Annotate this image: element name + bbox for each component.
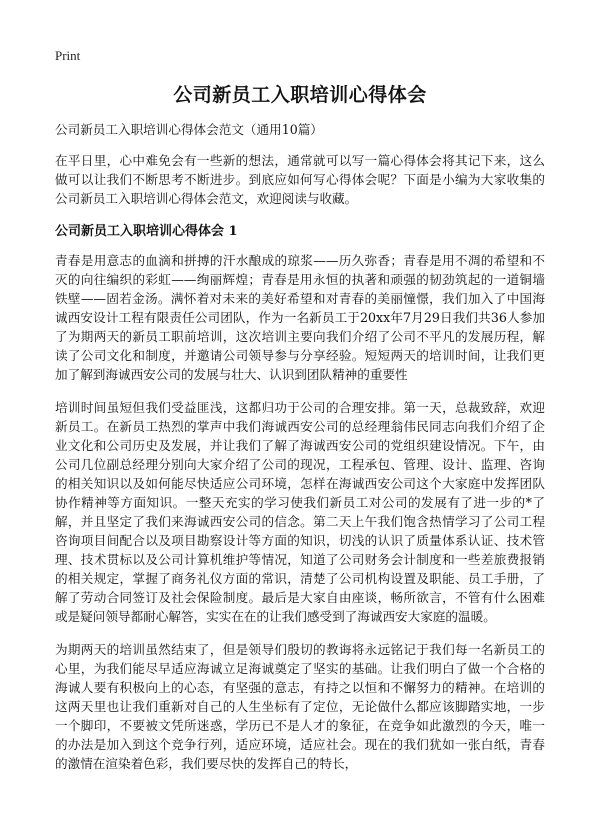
intro-paragraph: 在平日里，心中难免会有一些新的想法，通常就可以写一篇心得体会将其记下来，这么做可以让我们不断思考不断进步。到底应如何写心得体会呢？下面是小编为大家收集的公司新员工入职培训心得体会范文，欢迎阅读与收藏。 xyxy=(55,153,545,206)
print-link[interactable]: Print xyxy=(55,48,81,63)
document-subtitle: 公司新员工入职培训心得体会范文（通用10篇） xyxy=(55,122,323,137)
body-paragraph: 培训时间虽短但我们受益匪浅，这都归功于公司的合理安排。第一天，总裁致辞，欢迎新员工。在新员工热烈的掌声中我们海诚西安公司的总经理翁伟民同志向我们介绍了企业文化和公司历史及发展，并让我们了解了海诚西安公司的党组织建设情况。下午，由公司几位副总经理分别向大家介绍了公司的现况，工程承包、管理、设计、监理、咨询的相关知识以及如何能尽快适应公司环境，怎样在海诚西安公司这个大家庭中发挥团队协作精神等方面知识。一整天充实的学习使我们新员工对公司的发展有了进一步的*了解，并且坚定了我们来海诚西安公司的信念。第二天上午我们饱含热情学习了公司工程咨询项目间配合以及项目勘察设计等方面的知识，切浅的认识了质量体系认证、技术管理、技术贯标以及公司计算机维护等情况，知道了公司财务会计制度和一些差旅费报销的相关规定，掌握了商务礼仪方面的常识，清楚了公司机构设置及职能、员工手册，了解了劳动合同签订及社会保险制度。最后是大家自由座谈，畅所欲言，不管有什么困难或是疑问领导都耐心解答，实实在在的让我们感受到了海诚西安大家庭的温暖。 xyxy=(55,400,545,624)
section-heading: 公司新员工入职培训心得体会 1 xyxy=(55,224,238,239)
document-body xyxy=(55,120,545,787)
body-paragraph: 为期两天的培训虽然结束了，但是领导们殷切的教诲将永远铭记于我们每一名新员工的心里，为我们能尽早适应海诚立足海诚奠定了坚实的基础。让我们明白了做一个合格的海诚人要有积极向上的心态，有坚强的意志，有持之以恒和不懈努力的精神。在培训的这两天里也让我们重新对自己的人生坐标有了定位，无论做什么都应该脚踏实地，一步一个脚印，不要被文凭所迷惑，学历已不是人才的象征，在竞争如此激烈的今天，唯一的办法是加入到这个竞争行列，适应环境，适应社会。现在的我们犹如一张白纸，青春的激情在渲染着色彩，我们要尽快的发挥自己的特长， xyxy=(55,642,545,771)
page-title: 公司新员工入职培训心得体会 xyxy=(173,84,427,106)
body-paragraph: 青春是用意志的血滴和拼搏的汗水酿成的琼浆——历久弥香；青春是用不凋的希望和不灭的向往编织的彩虹——绚丽辉煌；青春是用永恒的执著和顽强的韧劲筑起的一道铜墙铁壁——固若金汤。满怀着对未来的美好希望和对青春的美丽憧憬，我们加入了中国海诚西安设计工程有限责任公司团队，作为一名新员工于20xx年7月29日我们共36人参加了为期两天的新员工职前培训，这次培训主要向我们介绍了公司不平凡的发展历程，解读了公司文化和制度，并邀请公司领导参与分享经验。短短两天的培训时间，让我们更加了解到海诚西安公司的发展与壮大、认识到团队精神的重要性 xyxy=(55,253,545,382)
